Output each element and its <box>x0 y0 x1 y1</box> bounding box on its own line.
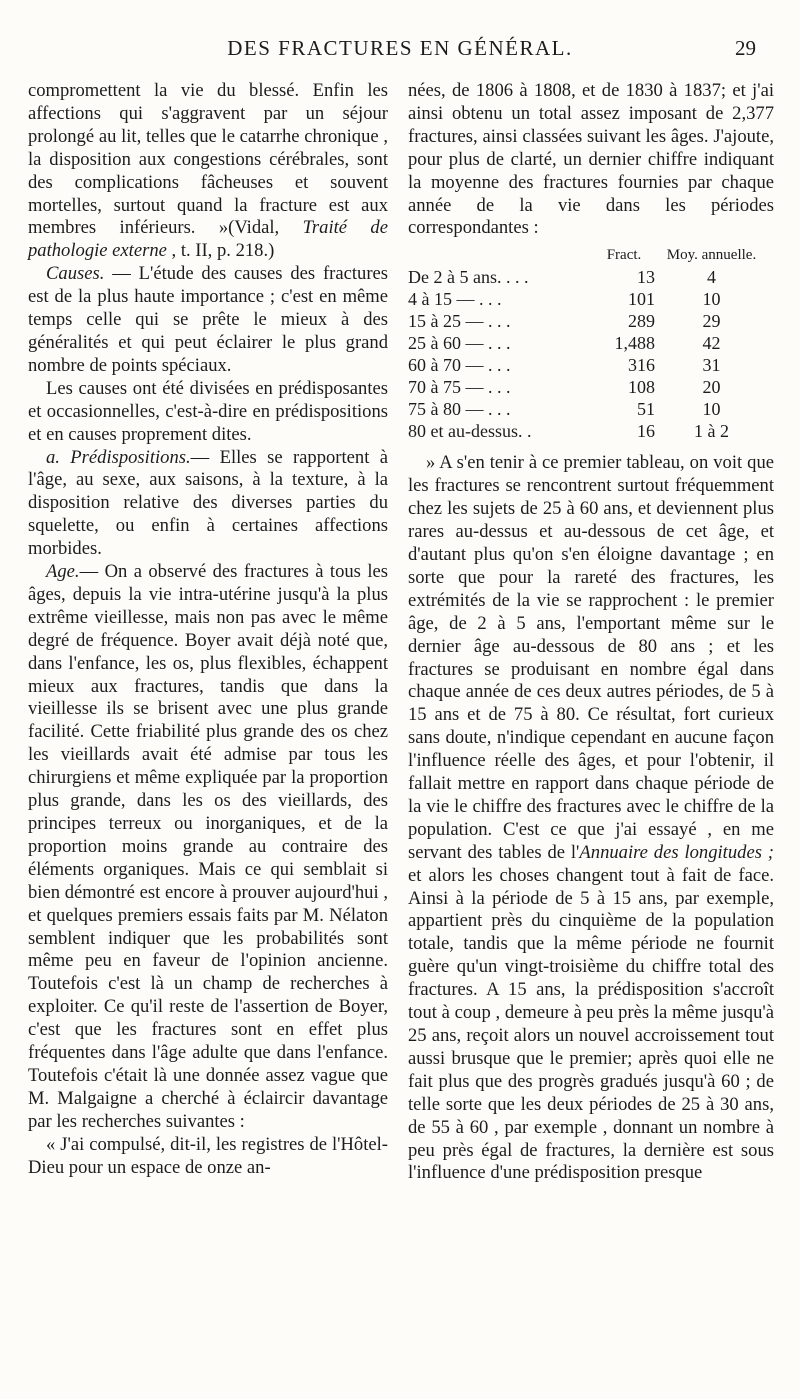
paragraph-quote: « J'ai compulsé, dit-il, les registres de l'Hôtel-Dieu pour un espace de onze an- <box>28 1133 388 1178</box>
annuaire-title: Annuaire des longitudes ; <box>579 841 775 863</box>
paragraph: Les causes ont été divisées en prédisposantes et occasionnelles, c'est-à-dire en prédispositions et en causes proprement dites. <box>28 377 388 445</box>
left-column <box>28 80 388 1180</box>
section-label-causes: Causes. <box>46 263 105 285</box>
table-cell-range: 80 et au-dessus. . <box>408 421 532 442</box>
table-row <box>408 288 768 310</box>
paragraph <box>28 80 388 263</box>
reference-close: , t. II, p. 218.) <box>166 240 275 262</box>
table-row <box>408 398 768 420</box>
table-cell-moy: 20 <box>702 377 721 398</box>
table-row <box>408 332 768 354</box>
table-cell-range: 60 à 70 — . . . <box>408 355 511 376</box>
table-cell-moy: 29 <box>702 311 721 332</box>
header-range <box>408 244 593 266</box>
paragraph-text: » A s'en tenir à ce premier tableau, on voit que les fractures se rencontrent surtout fréquemment chez les sujets de 25 à 60 ans, et deviennent plus rares au-dessus et au-dessous de cet âge, et d'autant plus qu'on s'en éloigne davantage ; en sorte que pour la rareté des fractures, les extrémités de la vie se rapprochent : le premier âge, de 2 à 5 ans, l'emportant même sur le dernier âge au-dessous de 80 ans ; et les fractures se produisant en nombre égal dans chaque année de ces deux autres périodes, de 5 à 15 ans et de 75 à 80. Ce résultat, fort curieux sans doute, n'indique cependant en aucune façon l'influence réelle des âges, et pour l'obtenir, il fallait mettre en rapport dans chaque période de la vie le chiffre des fractures avec le chiffre de la population. C'est ce que j'ai essayé , en me servant des tables de l' <box>408 452 774 863</box>
table-row <box>408 310 768 332</box>
reference-title: Traité de pathologie externe <box>28 217 388 262</box>
table-cell-fract: 289 <box>628 311 655 332</box>
table-cell-moy: 31 <box>702 355 721 376</box>
table-cell-moy: 10 <box>702 289 721 310</box>
paragraph-text: compromettent la vie du blessé. Enfin les affections qui s'aggravent par un séjour prolongé au lit, telles que le catarrhe chronique , la disposition aux congestions cérébrales, sont des complications fâcheuses et souvent mortelles, surtout quand la fracture est aux membres inférieurs. » <box>28 80 388 239</box>
header-fract: Fract. <box>606 247 642 264</box>
paragraph-causes <box>28 263 388 378</box>
table-cell-fract: 316 <box>628 355 655 376</box>
table-header-row <box>408 244 768 266</box>
table-cell-fract: 51 <box>637 399 655 420</box>
paragraph: nées, de 1806 à 1808, et de 1830 à 1837; et j'ai ainsi obtenu un total assez imposant de 2,377 fractures, ainsi classées suivant les âges. J'ajoute, pour plus de clarté, un dernier chiffre indiquant la moyenne des fractures fournies par chaque année de la vie dans les périodes correspondantes : <box>408 80 774 239</box>
paragraph-text: — Elles se rapportent à l'âge, au sexe, aux saisons, à la texture, à la disposition relative des diverses parties du squelette, ou enfin à certaines affections morbides. <box>28 446 388 560</box>
table-cell-moy: 4 <box>707 267 716 288</box>
paragraph-analysis <box>408 452 774 1185</box>
table-cell-range: 25 à 60 — . . . <box>408 333 511 354</box>
table-cell-moy: 42 <box>702 333 721 354</box>
table-cell-range: 4 à 15 — . . . <box>408 289 502 310</box>
section-label-predispositions: a. Prédispositions. <box>46 446 191 468</box>
paragraph-predispositions <box>28 447 388 562</box>
table-row <box>408 420 768 442</box>
table-cell-fract: 16 <box>637 421 655 442</box>
table-row <box>408 376 768 398</box>
table-cell-fract: 101 <box>628 289 655 310</box>
running-title: DES FRACTURES EN GÉNÉRAL. <box>227 36 573 60</box>
table-cell-range: 70 à 75 — . . . <box>408 377 511 398</box>
table-row <box>408 266 768 288</box>
table-cell-range: De 2 à 5 ans. . . . <box>408 267 529 288</box>
paragraph-text: et alors les choses changent tout à fait de face. Ainsi à la période de 5 à 15 ans, par exemple, appartient près du cinquième de la population totale, tandis que la même période ne fournit guère qu'un vingt-troisième du chiffre total des fractures. A 15 ans, la prédisposition s'accroît tout à coup , demeure à peu près la même jusqu'à 25 ans, reçoit alors un nouvel accroissement tout aussi brusque que le premier; après quoi elle ne fait plus que des progrès gradués jusqu'à 60 ; de telle sorte que les deux périodes de 25 à 30 ans, de 55 à 60 , par exemple , donnant un nombre à peu près égal de fractures, la dernière est sous l'influence d'une prédisposition presque <box>408 864 774 1184</box>
table-cell-range: 15 à 25 — . . . <box>408 311 511 332</box>
header-moy: Moy. annuelle. <box>666 247 757 264</box>
paragraph-age <box>28 561 388 1134</box>
table-cell-fract: 108 <box>628 377 655 398</box>
right-column <box>408 80 774 1185</box>
paragraph-text: — L'étude des causes des fractures est de la plus haute importance ; c'est en même temps celle qui se prête le mieux à des généralités et qui peut éclairer le plus grand nombre de points spéciaux. <box>28 263 388 376</box>
page-number: 29 <box>735 36 756 60</box>
table-cell-fract: 1,488 <box>614 333 655 354</box>
table-cell-moy: 10 <box>702 399 721 420</box>
page-header <box>0 36 800 76</box>
fracture-age-table <box>408 244 768 442</box>
paragraph-text: — On a observé des fractures à tous les âges, depuis la vie intra-utérine jusqu'à la plus extrême vieillesse, mais non pas avec le même degré de fréquence. Boyer avait déjà noté que, dans l'enfance, les os, plus flexibles, échappent mieux aux fractures, tandis que dans la vieillesse ils se brisent avec une plus grande facilité. Cette friabilité plus grande des os chez les vieillards avait été admise par tous les chirurgiens et même expliquée par la proportion plus grande, dans les os des vieillards, des principes terreux ou inorganiques, et de la proportion moins grande au contraire des éléments organiques. Mais ce qui semblait si bien démontré est encore à prouver aujourd'hui , et quelques premiers essais faits par M. Nélaton semblent indiquer que les probabilités sont même peu en faveur de l'opinion ancienne. Toutefois c'est là un champ de recherches à exploiter. Ce qu'il reste de l'assertion de Boyer, c'est que les fractures sont en effet plus fréquentes dans l'âge adulte que dans l'enfance. Toutefois c'était là une donnée assez vague que M. Malgaigne a cherché à éclaircir davantage par les recherches suivantes : <box>28 561 388 1132</box>
table-row <box>408 354 768 376</box>
table-cell-fract: 13 <box>637 267 655 288</box>
table-cell-range: 75 à 80 — . . . <box>408 399 511 420</box>
section-label-age: Age. <box>46 561 80 583</box>
reference-open: (Vidal, <box>228 217 303 239</box>
table-cell-moy: 1 à 2 <box>694 421 729 442</box>
